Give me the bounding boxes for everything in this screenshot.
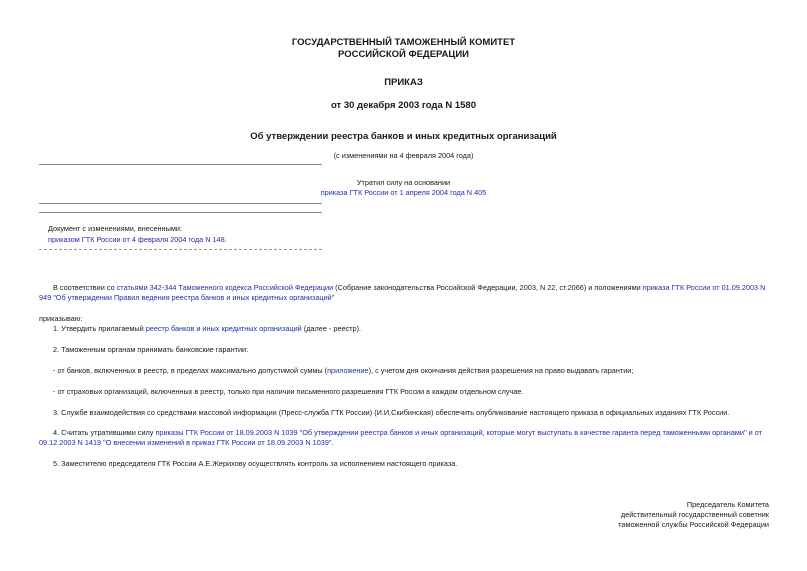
item-2a — [53, 366, 771, 376]
item-4-tail: . — [331, 438, 334, 447]
amended-by-label: Документ с изменениями, внесенными: — [48, 224, 182, 233]
divider — [39, 164, 322, 165]
item-2a-text: - от банков, включенных в реестр, в пределах максимально допустимой суммы ( — [53, 366, 328, 375]
lost-force-link[interactable]: приказа ГТК России от 1 апреля 2004 года N 405 — [320, 188, 487, 197]
lost-force-notice — [0, 188, 807, 198]
signature-line3: таможенной службы Российской Федерации — [618, 520, 769, 529]
item-1-text: 1. Утвердить прилагаемый — [53, 324, 146, 333]
item-5: 5. Заместителю председателя ГТК России А.Е.Жерихову осуществлять контроль за исполнением настоящего приказа. — [53, 459, 458, 468]
signature-line2: действительный государственный советник — [620, 510, 769, 519]
amended-by-link[interactable]: приказом ГТК России от 4 февраля 2004 года N 148 — [48, 235, 225, 244]
document-date-number: от 30 декабря 2003 года N 1580 — [330, 100, 476, 111]
preamble-text-2: (Собрание законодательства Российской Федерации, 2003, N 22, ст.2066) и положениями — [333, 283, 643, 292]
amended-by-note — [48, 235, 318, 245]
repealed-orders-link[interactable]: приказы ГТК России от 18.09.2003 N 1039 "Об утверждении реестра банков и иных организаций, которые могут выступать в качестве гаранта перед таможенными органами" и от 09.12.2003 N 1419 "О внесении изменений в приказ ГТК России от 18.09.2003 N 1039" — [39, 428, 762, 447]
org-name-line2: РОССИЙСКОЙ ФЕДЕРАЦИИ — [337, 49, 469, 60]
item-4 — [39, 428, 771, 448]
document-type: ПРИКАЗ — [384, 77, 423, 88]
lost-force-label: Утратил силу на основании — [356, 178, 451, 187]
divider — [39, 249, 322, 250]
divider — [39, 212, 322, 213]
document-title: Об утверждении реестра банков и иных кредитных организаций — [250, 131, 557, 142]
appendix-link[interactable]: приложение — [327, 366, 369, 375]
item-2a-tail: ), с учетом дня окончания действия разрешения на право выдавать гарантии; — [368, 366, 634, 375]
item-1 — [53, 324, 771, 334]
org-name-line1: ГОСУДАРСТВЕННЫЙ ТАМОЖЕННЫЙ КОМИТЕТ — [291, 37, 516, 48]
item-1-tail: (далее - реестр). — [301, 324, 362, 333]
customs-code-link[interactable]: статьями 342-344 Таможенного кодекса Российской Федерации — [116, 283, 334, 292]
registry-link[interactable]: реестр банков и иных кредитных организаций — [145, 324, 302, 333]
amended-by-tail: . — [224, 235, 227, 244]
item-4-text: 4. Считать утратившими силу — [53, 428, 156, 437]
prikazyvayu: приказываю: — [39, 314, 83, 323]
divider — [39, 203, 322, 204]
preamble-text: В соответствии со — [53, 283, 117, 292]
item-2b: - от страховых организаций, включенных в реестр, только при наличии письменного разрешения ГТК России в каждом отдельном случае. — [53, 387, 524, 396]
item-3: 3. Службе взаимодействия со средствами массовой информации (Пресс-служба ГТК России) (И.И.Скибинская) обеспечить опубликование настоящего приказа в официальных изданиях ГТК России. — [53, 408, 730, 417]
signature-line1: Председатель Комитета — [686, 500, 769, 509]
amendments-note: (с изменениями на 4 февраля 2004 года) — [333, 151, 474, 160]
order-949-link[interactable]: приказа ГТК России от 01.09.2003 N 949 "Об утверждении Правил ведения реестра банков и иных кредитных организаций" — [39, 283, 766, 302]
item-2: 2. Таможенным органам принимать банковские гарантии: — [53, 345, 249, 354]
preamble-paragraph — [39, 283, 771, 303]
